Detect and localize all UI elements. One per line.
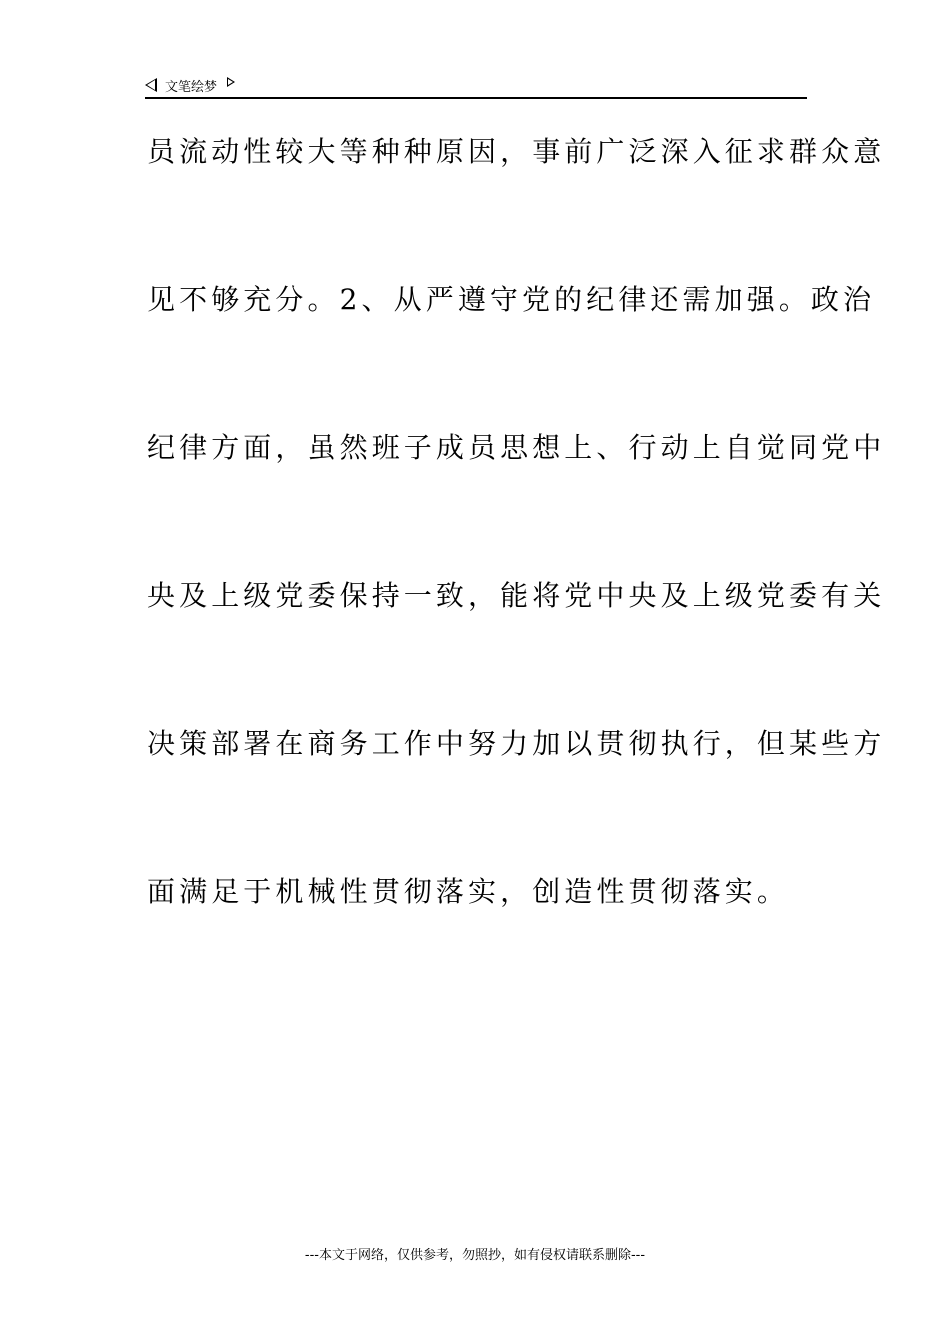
body-line-4: 央及上级党委保持一致，能将党中央及上级党委有关 — [147, 579, 886, 612]
body-line-3: 纪律方面，虽然班子成员思想上、行动上自觉同党中 — [147, 431, 886, 464]
body-line-1: 员流动性较大等种种原因，事前广泛深入征求群众意 — [147, 135, 886, 168]
body-line-6: 面满足于机械性贯彻落实，创造性贯彻落实。 — [147, 875, 790, 908]
footer-disclaimer: ---本文于网络，仅供参考，勿照抄，如有侵权请联系删除--- — [304, 1248, 646, 1263]
header-divider — [145, 97, 807, 99]
document-body — [147, 122, 886, 1010]
right-triangle-icon — [227, 77, 235, 87]
header-title: 文笔绘梦 — [165, 79, 218, 95]
body-line-5: 决策部署在商务工作中努力加以贯彻执行，但某些方 — [147, 727, 886, 760]
body-line-2: 见不够充分。2、从严遵守党的纪律还需加强。政治 — [147, 283, 876, 316]
left-triangle-icon — [145, 78, 157, 92]
page-header — [145, 74, 235, 96]
